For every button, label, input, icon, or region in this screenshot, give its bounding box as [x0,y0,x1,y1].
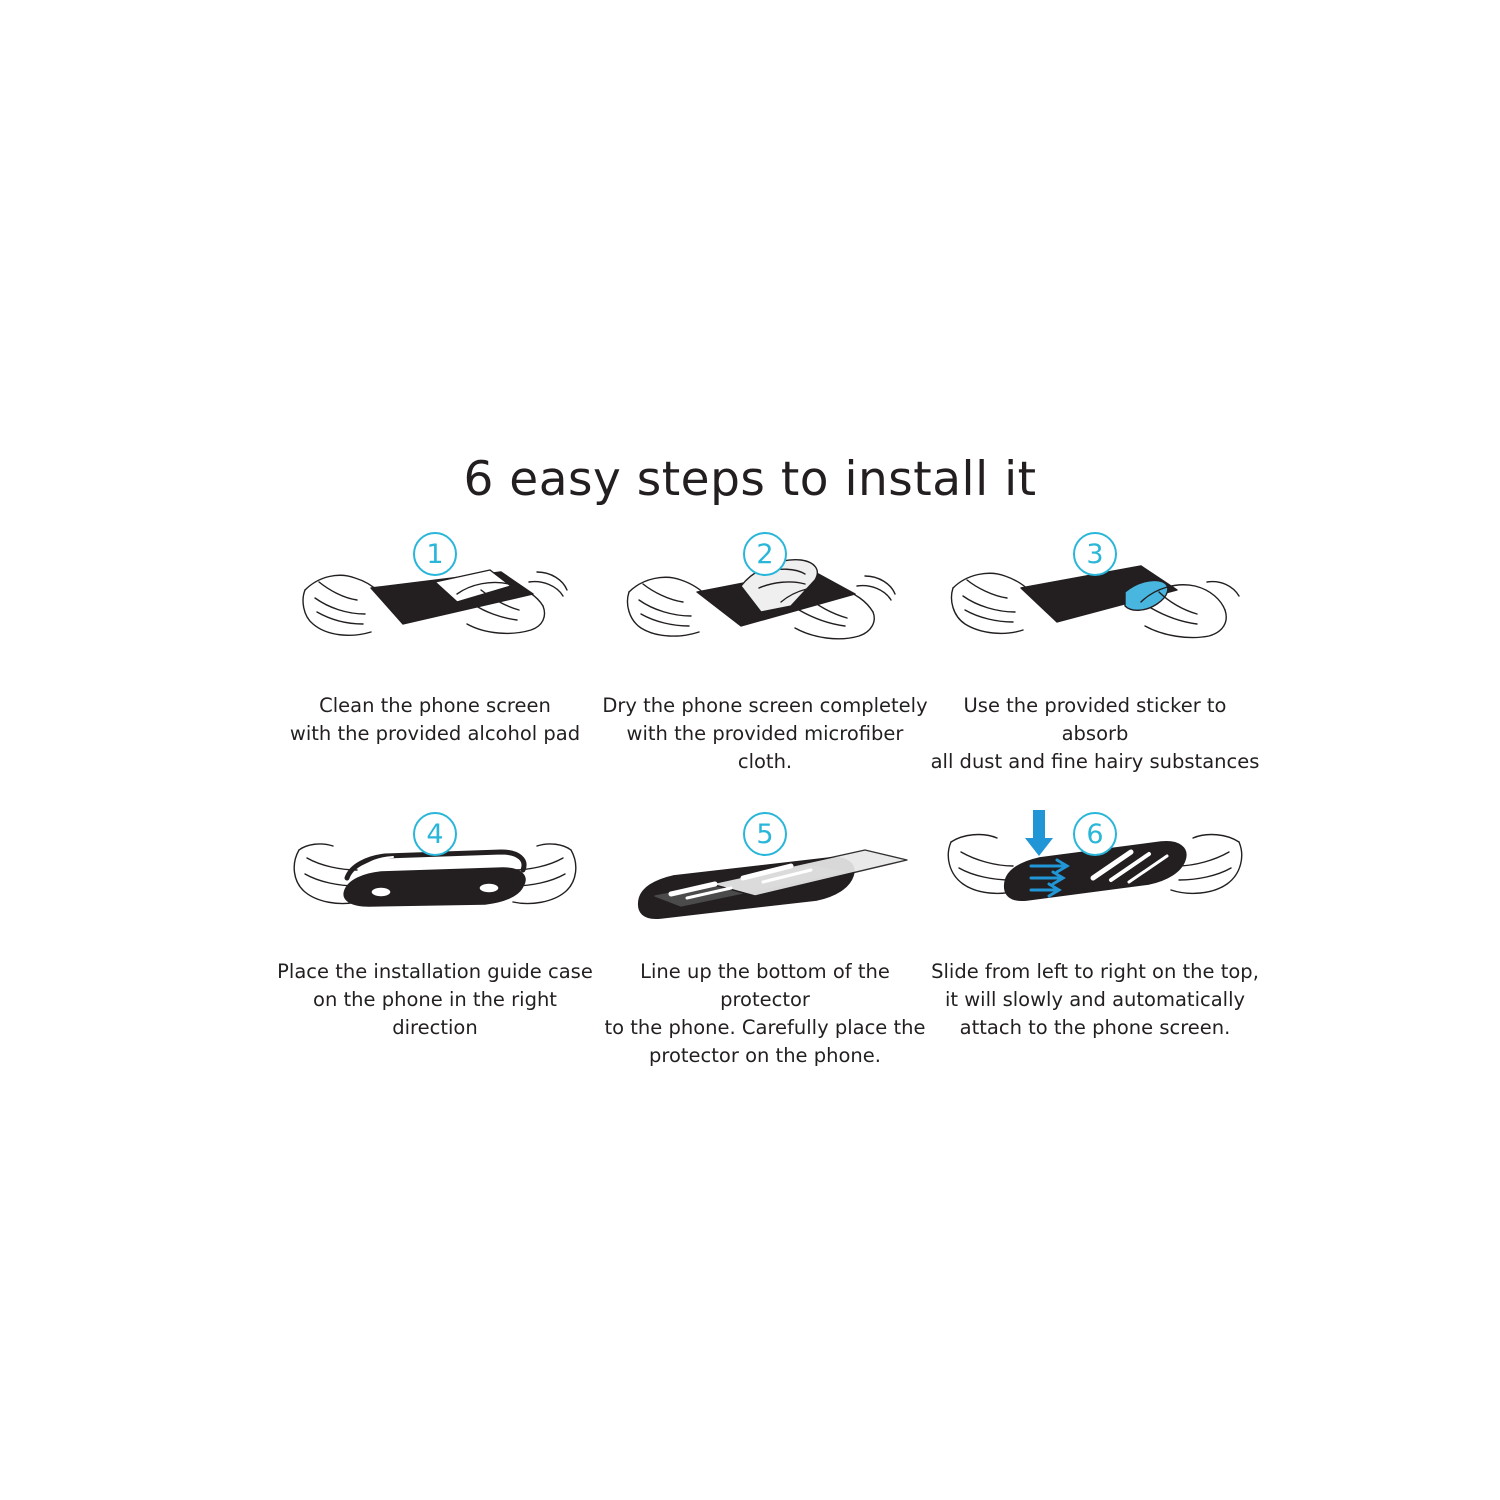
step-2-caption [600,692,930,776]
caption-line: Place the installation guide case [277,960,593,983]
step-number-badge: 5 [743,812,787,856]
step-item-3 [930,528,1260,776]
step-3-caption [930,692,1260,776]
caption-line: Clean the phone screen [319,694,551,717]
step-item-5 [600,808,930,1070]
step-2-illustration [615,528,915,678]
step-item-2 [600,528,930,776]
down-arrow-icon [1025,810,1053,856]
caption-line: with the provided alcohol pad [289,722,581,745]
caption-line: Use the provided sticker to absorb [963,694,1227,745]
steps-row-1 [270,528,1260,776]
step-5-illustration [615,808,915,948]
caption-line: protector on the phone. [649,1044,881,1067]
caption-line: Slide from left to right on the top, [931,960,1259,983]
caption-line: to the phone. Carefully place the [604,1016,926,1039]
step-4-caption [270,958,600,1042]
caption-line: Dry the phone screen completely [602,694,928,717]
caption-line: attach to the phone screen. [959,1016,1231,1039]
step-number-badge: 3 [1073,532,1117,576]
step-number-badge: 2 [743,532,787,576]
page-title: 6 easy steps to install it [463,452,1037,507]
step-1-caption [270,692,600,748]
step-item-1 [270,528,600,776]
step-6-caption [930,958,1260,1042]
steps-row-2 [270,808,1260,1070]
caption-line: with the provided microfiber cloth. [626,722,904,773]
step-5-caption [600,958,930,1070]
step-3-illustration [945,528,1245,678]
steps-grid [270,528,1260,1070]
caption-line: Line up the bottom of the protector [640,960,890,1011]
caption-line: it will slowly and automatically [944,988,1246,1011]
step-1-illustration [285,528,585,678]
step-number-badge: 4 [413,812,457,856]
step-number-badge: 6 [1073,812,1117,856]
step-6-illustration [945,808,1245,948]
caption-line: all dust and fine hairy substances [930,750,1260,773]
step-4-illustration [285,808,585,948]
step-number-badge: 1 [413,532,457,576]
caption-line: on the phone in the right direction [313,988,557,1039]
step-item-4 [270,808,600,1070]
step-item-6 [930,808,1260,1070]
